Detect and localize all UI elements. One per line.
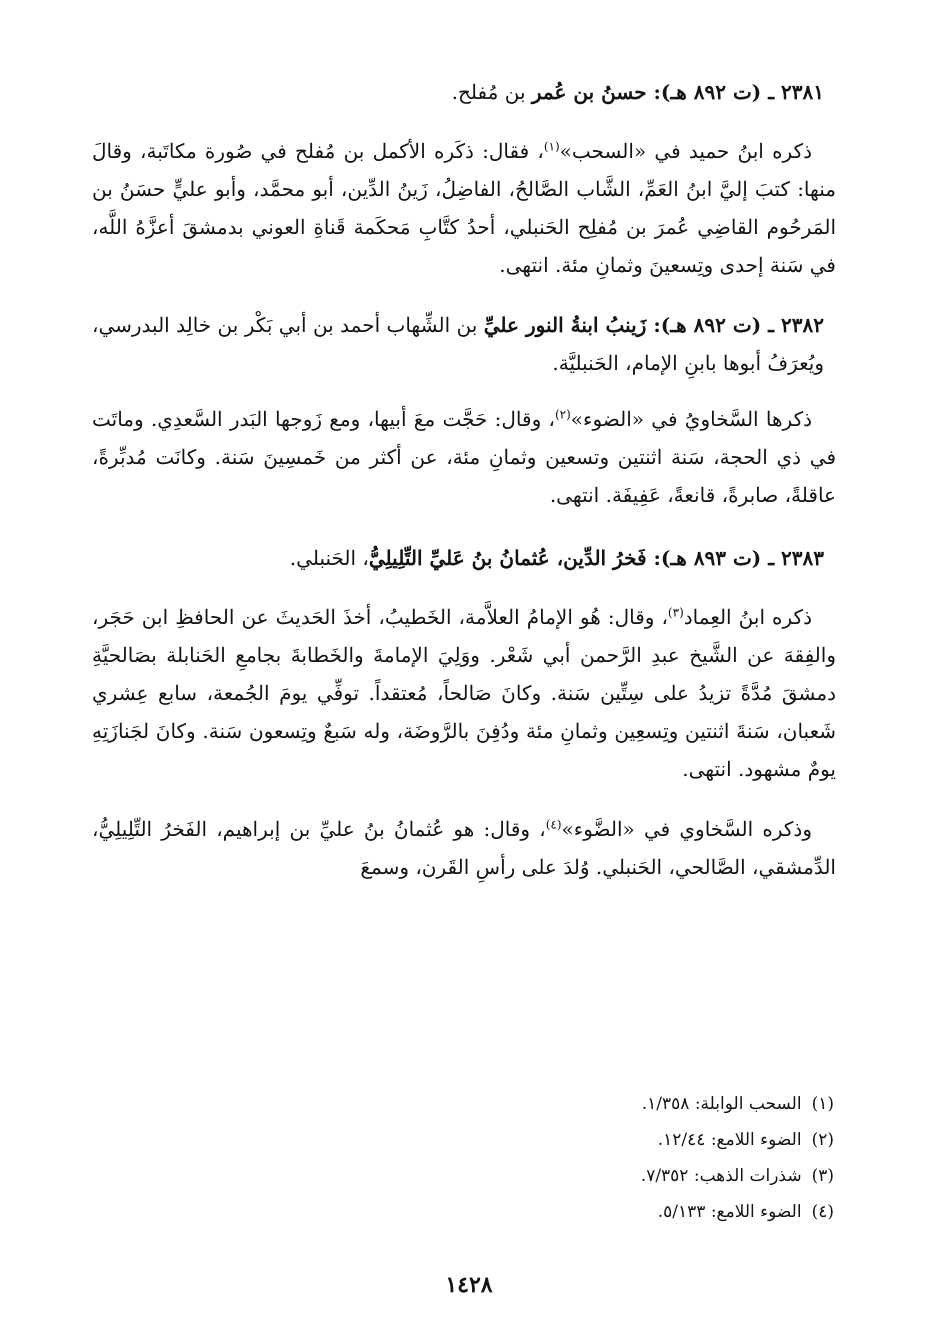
- footnote-text: شذرات الذهب: ٧/٣٥٢.: [640, 1166, 802, 1186]
- footnote: [92, 1158, 836, 1194]
- paragraph-text: ذكره ابنُ العِماد: [683, 605, 812, 629]
- footnote-text: السحب الوابلة: ١/٣٥٨.: [641, 1094, 802, 1114]
- entry-heading: [92, 306, 824, 382]
- footnote-number: (٤): [811, 1202, 834, 1222]
- entry-heading-bold: ٢٣٨١ ـ (ت ٨٩٢ هـ): حسنُ بن عُمر: [531, 80, 824, 104]
- footnotes: [92, 1086, 836, 1230]
- footnote-number: (١): [811, 1094, 834, 1114]
- entry-paragraph: [92, 400, 836, 514]
- footnote-marker: (٢): [554, 407, 571, 422]
- entry-heading-bold: ٢٣٨٢ ـ (ت ٨٩٢ هـ): زَينبُ ابنةُ النور عليِّ: [483, 313, 825, 337]
- entry-paragraph: [92, 598, 836, 788]
- entry-heading-bold: ٢٣٨٣ ـ (ت ٨٩٣ هـ): فَخرُ الدِّين، عُثمانُ بنُ عَليِّ التِّلِيلِيُّ: [368, 546, 824, 570]
- paragraph-text: ذكره ابنُ حميد في «السحب»: [559, 139, 813, 163]
- footnote-marker: (٤): [545, 817, 562, 832]
- page-body: [92, 70, 836, 908]
- entry-heading-rest: بن الشِّهاب أحمد بن أبي بَكْر بن خالِد البدرسي، ويُعرَفُ أبوها بابنِ الإمام، الحَنبليَّة.: [92, 313, 824, 375]
- footnote-number: (٣): [811, 1166, 834, 1186]
- entry-paragraph: [92, 132, 836, 284]
- paragraph-text: ، وقال: هو عُثمانُ بنُ عليِّ بن إبراهيم، الفَخرُ التِّلِيلِيُّ، الدِّمشقي، الصَّالحي، الحَنبلي. وُلدَ على رأسِ القَرن، وسمعَ: [92, 817, 836, 879]
- footnote-text: الضوء اللامع: ١٢/٤٤.: [657, 1130, 802, 1150]
- paragraph-text: ، وقال: هُو الإمامُ العلاَّمة، الخَطيبُ، أخذَ الحَديثَ عن الحافظِ ابن حَجَر، والفِقهَ عن الشَّيخ عبدِ الرَّحمن أبي شَعْر. ووَلِيَ الإمامةَ والخَطابةَ بجامعِ الحَنابلة بصَالحيَّةِ دمشقَ مُدَّةً تزيدُ على سِتِّين سَنة. وكانَ صَالحاً، مُعتقداً. توفِّي يومَ الجُمعة، سابع عِشري شَعبان، سَنةَ اثنتين وتِسعِين وثمانِ مئة ودُفِنَ بالرَّوضَة، وله سَبعٌ وتِسعون سَنة. وكانَ لجَنازَتِهِ يومٌ مشهود. انتهى.: [92, 605, 836, 781]
- paragraph-text: ، وقال: حَجَّت معَ أبيها، ومع زَوجها البَدر السَّعدِي. وماتَت في ذي الحجة، سَنة اثنتين وتسعين وثمانِ مئة، عن أكثر من خَمسِينَ سَنة. وكانَت مُدبِّرةً، عاقلةً، صابرةً، قانعةً، عَفِيفَة. انتهى.: [92, 407, 837, 507]
- paragraph-text: ، فقال: ذكَره الأكمل بن مُفلح في صُورة مكاتَبة، وقالَ منها: كتبَ إليَّ ابنُ العَمِّ، الشَّاب الصَّالحُ، الفاضِلُ، زَينُ الدِّين، أبو محمَّد، وأبو عليٍّ حسَنُ بن المَرحُوم القاضِي عُمرَ بن مُفلِح الحَنبلي، أحدُ كتَّابِ مَحكَمة قَناةِ العوني بدمشقَ أعزَّهُ اللَّه، في سَنة إحدى وتِسعينَ وثمانِ مئة. انتهى.: [92, 139, 836, 277]
- paragraph-text: ذكرها السَّخاويُ في «الضوء»: [570, 407, 812, 431]
- footnote-marker: (٣): [667, 605, 684, 620]
- footnote: [92, 1122, 836, 1158]
- entry-paragraph: [92, 810, 836, 886]
- footnote-marker: (١): [543, 139, 560, 154]
- paragraph-text: وذكره السَّخاوي في «الضَّوء»: [561, 817, 812, 841]
- footnote: [92, 1086, 836, 1122]
- entry-heading: [92, 536, 824, 580]
- footnote-number: (٢): [811, 1130, 834, 1150]
- entry-heading-rest: بن مُفلح.: [451, 80, 532, 104]
- entry-heading: [92, 70, 824, 114]
- entry-heading-rest: ، الحَنبلي.: [289, 546, 369, 570]
- footnote: [92, 1194, 836, 1230]
- footnote-text: الضوء اللامع: ٥/١٣٣.: [657, 1202, 802, 1222]
- page-number: ١٤٢٨: [445, 1272, 493, 1298]
